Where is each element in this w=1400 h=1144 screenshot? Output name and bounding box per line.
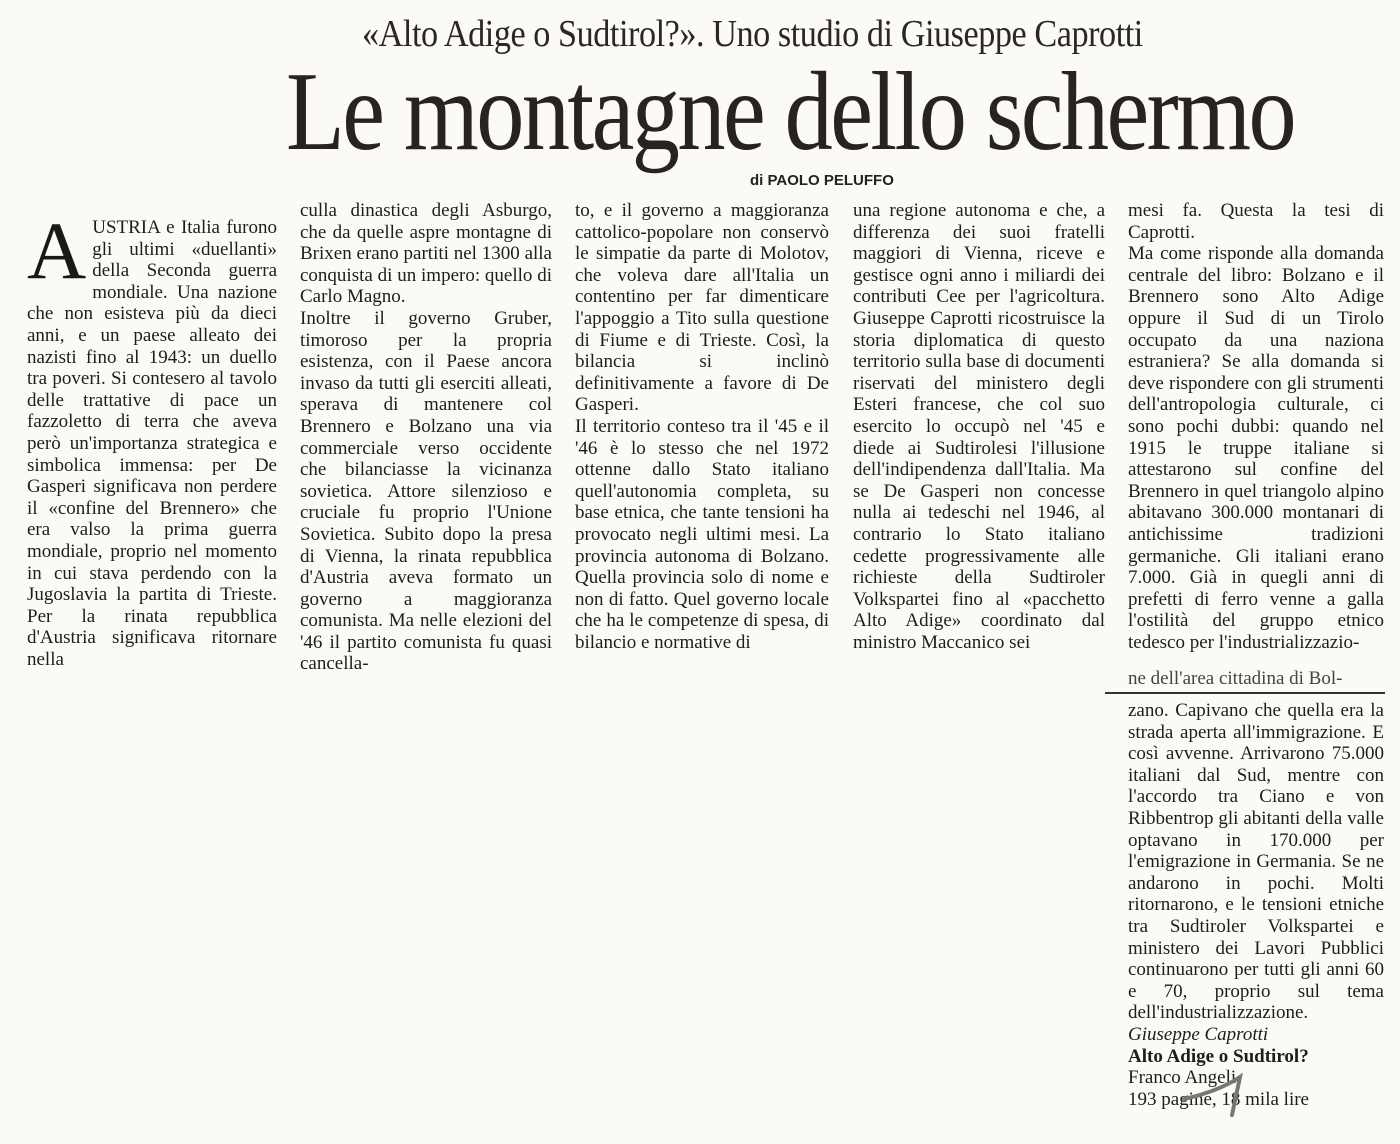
article-headline: Le montagne dello schermo [286,50,1295,174]
paragraph: Il territorio conteso tra il '45 e il '46 è lo stesso che nel 1972 ottenne dallo Stato italiano quell'autonomia completa, su base etnica, che tante tensioni ha provocato negli ultimi mesi. La provincia autonoma di Bolzano. Quella provincia solo di nome e non di fatto. Quel governo locale che ha le competenze di spesa, di bilancio e normative di [575,415,829,653]
article-column-4 [853,200,1105,653]
paragraph: Ma come risponde alla domanda centrale del libro: Bolzano e il Brennero sono Alto Adige oppure il Sud di un Tirolo occupato da una naziona estraniera? Se alla domanda si deve rispondere con gli strumenti dell'antropologia culturale, ci sono pochi dubbi: quando nel 1915 le truppe italiane si attestarono sul confine del Brennero in quel triangolo alpino abitavano 300.000 montanari di antichissime tradizioni germaniche. Gli italiani erano 7.000. Già in quegli anni di prefetti di ferro venne a galla l'ostilità del gruppo etnico tedesco per l'industrializzazio- [1128,243,1384,653]
paragraph: Inoltre il governo Gruber, timoroso per la propria esistenza, con il Paese ancora invaso da tutti gli eserciti alleati, sperava di mantenere col Brennero e Bolzano una via commerciale verso occidente che bilanciasse la vicinanza sovietica. Attore silenzioso e cruciale fu proprio l'Unione Sovietica. Subito dopo la presa di Vienna, la rinata repubblica d'Austria aveva formato un governo a maggioranza comunista. Ma nelle elezioni del '46 il partito comunista fu quasi cancella- [300,307,552,675]
paragraph: to, e il governo a maggioranza cattolico-popolare non conservò le simpatie da parte di Molotov, che voleva dare all'Italia un contentino per far dimenticare l'appoggio a Tito sulla questione di Fiume e di Trieste. Così, la bilancia si inclinò definitivamente a favore di De Gasperi. [575,200,829,416]
article-column-5 [1128,200,1384,653]
book-details: 193 pagine, 18 mila lire [1128,1088,1309,1110]
book-title: Alto Adige o Sudtirol? [1128,1045,1309,1067]
paragraph: culla dinastica degli Asburgo, che da quelle aspre montagne di Brixen erano partiti nel 1300 alla conquista di un impero: quello di Carlo Magno. [300,200,552,308]
paragraph: una regione autonoma e che, a differenza dei suoi fratelli maggiori di Vienna, riceve e gestisce ogni anno i miliardi dei contributi Cee per l'agricoltura. Giuseppe Caprotti ricostruisce la storia diplomatica di questo territorio sulla base di documenti riservati del ministero degli Esteri francese, che col suo esercito lo occupò nel '45 e diede ai Sudtirolesi l'illusione dell'indipendenza dall'Italia. Ma se De Gasperi non concesse nulla ai tedeschi nel 1946, al contrario lo Stato italiano cedette progressivamente alle richieste della Sudtiroler Volkspartei fino al «pacchetto Alto Adige» coordinato dal ministro Maccanico sei [853,200,1105,653]
cut-divider [1105,692,1385,694]
article-column-6 [1128,700,1384,1110]
paragraph: USTRIA e Italia furono gli ultimi «duellanti» della Seconda guerra mondiale. Una nazione che non esisteva più da dieci anni, e un paese alleato dei nazisti fino al 1943: un duello tra poveri. Si contesero al tavolo delle trattative di pace un fazzoletto di terra che aveva però un'importanza strategica e simbolica immensa: per De Gasperi significava non perdere il «confine del Brennero» che era valso la prima guerra mondiale, proprio nel momento in cui stava perdendo con la Jugoslavia la partita di Trieste. Per la rinata repubblica d'Austria significava ritornare nella [27,217,277,670]
paragraph: mesi fa. Questa la tesi di Caprotti. [1128,200,1384,243]
book-author: Giuseppe Caprotti [1128,1023,1269,1045]
byline: di PAOLO PELUFFO [750,172,894,189]
drop-cap: A [27,205,87,296]
article-column-2 [300,200,552,675]
article-kicker: «Alto Adige o Sudtirol?». Uno studio di Giuseppe Caprotti [362,13,1143,55]
paragraph: zano. Capivano che quella era la strada aperta all'immigrazione. E così avvenne. Arrivarono 75.000 italiani dal Sud, mentre con l'accordo tra Ciano e von Ribbentrop gli abitanti della valle optavano in 170.000 per l'emigrazione in Germania. Se ne andarono in pochi. Molti ritornarono, e le tensioni etniche tra Sudtiroler Volkspartei e ministero dei Lavori Pubblici continuarono per tutti gli anni 60 e 70, proprio sul tema dell'industrializzazione. [1128,700,1384,1024]
article-column-1 [27,205,277,670]
pencil-mark-icon [1182,1069,1252,1119]
book-publisher: Franco Angeli [1128,1067,1237,1089]
clipped-line: ne dell'area cittadina di Bol- [1128,668,1343,689]
article-column-3 [575,200,829,653]
